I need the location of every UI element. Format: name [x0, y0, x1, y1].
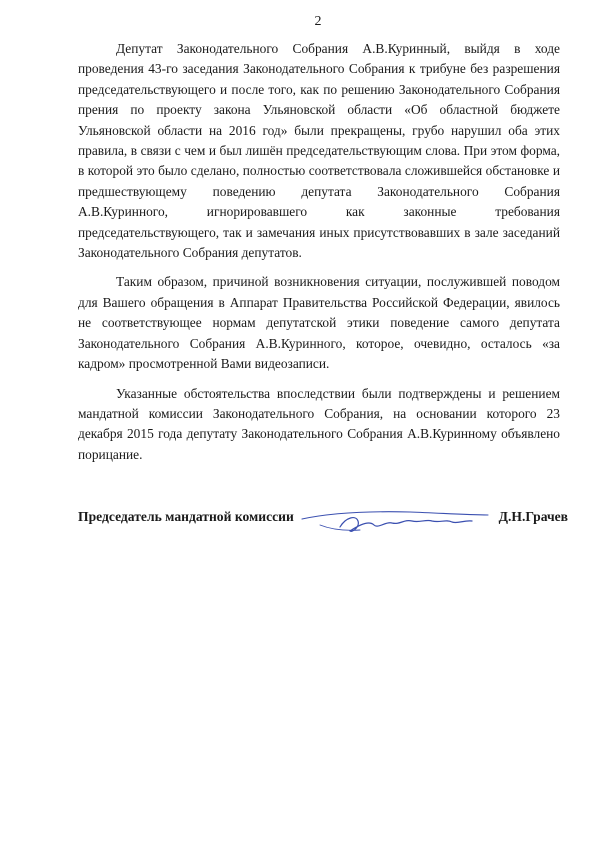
page-number: 2 — [314, 14, 322, 29]
paragraph-2: Таким образом, причиной возникновения ситуации, послужившей поводом для Вашего обращения в Аппарат Правительства Российской Федерации, явилось не соответствующее нормам депутатской этики поведение самого депутата Законодательного Собрания А.В.Куринного, которое, очевидно, осталось «за кадром» просмотренной Вами видеозаписи. — [78, 274, 560, 372]
paragraph-1: Депутат Законодательного Собрания А.В.Куринный, выйдя в ходе проведения 43-го заседания Законодательного Собрания к трибуне без разрешения председательствующего и после того, как по решению Законодательного Собрания прения по проекту закона Ульяновской области «Об областной бюджете Ульяновской области на 2016 год» были прекращены, грубо нарушил оба этих правила, в связи с чем и был лишён председательствующим слова. При этом форма, в которой это было сделано, полностью соответствовала сложившейся обстановке и предшествующему поведению депутата Законодательного Собрания А.В.Куринного, игнорировавшего как законные требования председательствующего, так и замечания иных присутствовавших в зале заседаний Законодательного Собрания депутатов. — [78, 41, 560, 261]
paragraph-3: Указанные обстоятельства впоследствии были подтверждены и решением мандатной комиссии Законодательного Собрания, на основании которого 23 декабря 2015 года депутату Законодательного Собрания А.В.Куринному объявлено порицание. — [78, 385, 560, 462]
signature-block — [78, 509, 568, 539]
handwritten-signature — [300, 503, 490, 537]
letter-body — [78, 39, 560, 474]
signatory-name: Д.Н.Грачев — [498, 509, 568, 524]
signatory-title: Председатель мандатной комиссии — [78, 509, 294, 524]
